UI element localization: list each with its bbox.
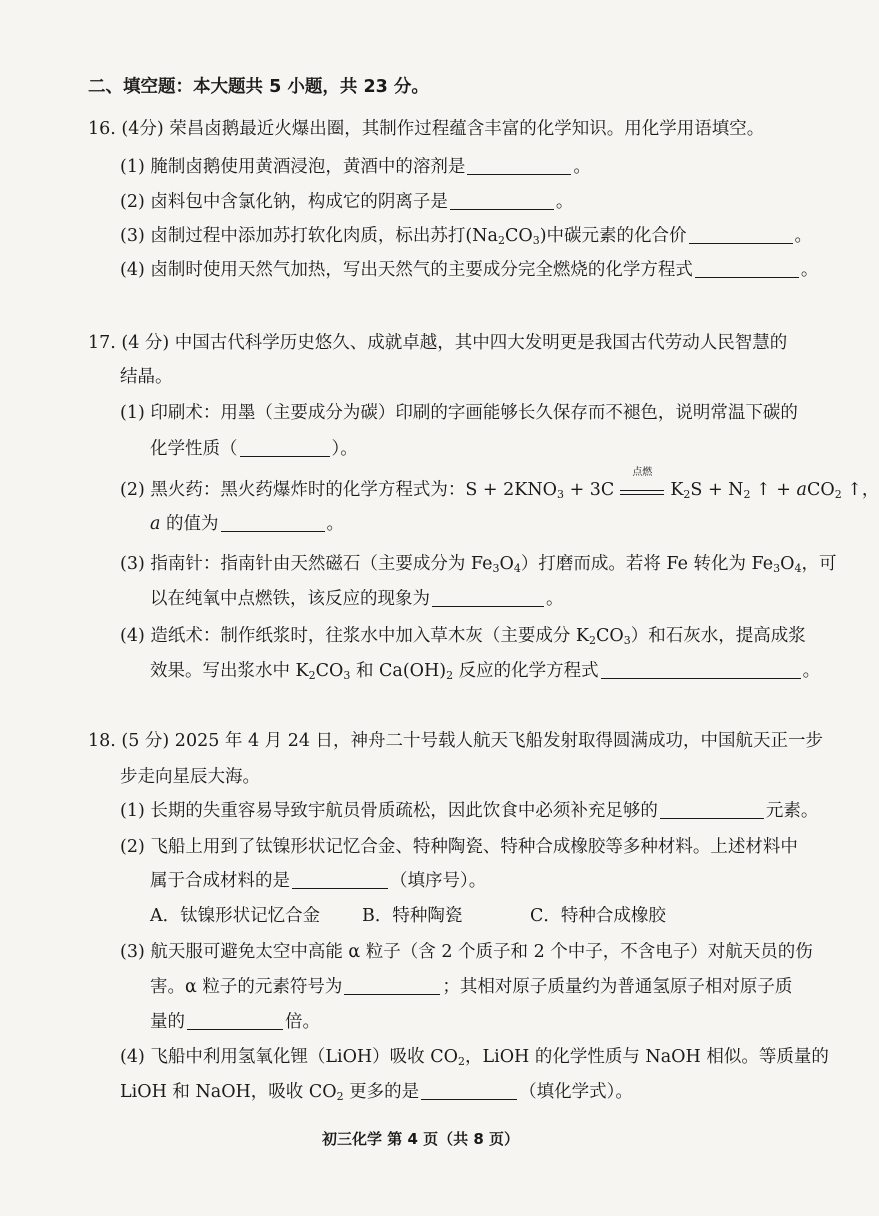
q17-part4-blank[interactable]: [601, 660, 801, 679]
q17-stem-line2: 结晶。: [120, 367, 173, 387]
q18-option-b[interactable]: B．特种陶瓷: [362, 906, 463, 926]
q16-part2-blank[interactable]: [450, 191, 554, 210]
q18-part3-blank1[interactable]: [344, 976, 440, 995]
q18-stem-line2: 步走向星辰大海。: [120, 767, 260, 787]
q16-part1: (1) 腌制卤鹅使用黄酒浸泡，黄酒中的溶剂是 。: [120, 157, 591, 177]
q17-part1-blank[interactable]: [240, 438, 330, 457]
page-footer: 初三化学 第 4 页（共 8 页）: [322, 1130, 519, 1148]
q18-part4-blank[interactable]: [421, 1081, 517, 1100]
q16-part4: (4) 卤制时使用天然气加热，写出天然气的主要成分完全燃烧的化学方程式 。: [120, 260, 819, 280]
q18-part2-line1: (2) 飞船上用到了钛镍形状记忆合金、特种陶瓷、特种合成橡胶等多种材料。上述材料中: [120, 837, 798, 857]
q16-part4-blank[interactable]: [695, 259, 799, 278]
q17-part3-blank[interactable]: [432, 588, 544, 607]
q16-part2: (2) 卤料包中含氯化钠，构成它的阴离子是 。: [120, 192, 574, 212]
q17-part3-line2: 以在纯氧中点燃铁，该反应的现象为 。: [150, 589, 564, 609]
q18-part3-blank2[interactable]: [187, 1011, 283, 1030]
q16-part1-blank[interactable]: [467, 156, 571, 175]
q18-part3-line1: (3) 航天服可避免太空中高能 α 粒子（含 2 个质子和 2 个中子，不含电子）对航天员的伤: [120, 942, 813, 962]
q17-part1-line2: 化学性质（ ）。: [150, 439, 358, 459]
reaction-condition: 点燃: [620, 480, 664, 495]
q18-part1-blank[interactable]: [660, 800, 764, 819]
q17-part4-line2: 效果。写出浆水中 $K_2CO_3$ 和 $Ca(OH)_2$ 反应的化学方程式 。: [150, 661, 821, 682]
q18-part2-blank[interactable]: [292, 870, 388, 889]
q18-part4-line1: (4) 飞船中利用氢氧化锂（LiOH）吸收 $CO_2$，LiOH 的化学性质与 NaOH 相似。等质量的: [120, 1047, 829, 1068]
section-title: 二、填空题：本大题共 5 小题，共 23 分。: [88, 77, 429, 97]
q18-part3-line3: 量的 倍。: [150, 1012, 320, 1032]
q17-part3-line1: (3) 指南针：指南针由天然磁石（主要成分为 $Fe_3O_4$）打磨而成。若将 Fe 转化为 $Fe_3O_4$，可: [120, 554, 837, 575]
q18-option-c[interactable]: C．特种合成橡胶: [530, 906, 666, 926]
q17-part2-blank[interactable]: [221, 513, 325, 532]
q16-part3-blank[interactable]: [689, 225, 793, 244]
q17-part2-line2: a 的值为 。: [150, 514, 345, 534]
q16-stem: 16. (4分) 荣昌卤鹅最近火爆出圈，其制作过程蕴含丰富的化学知识。用化学用语填空。: [88, 119, 765, 139]
q17-part4-line1: (4) 造纸术：制作纸浆时，往浆水中加入草木灰（主要成分 $K_2CO_3$）和石灰水，提高成浆: [120, 626, 806, 647]
q18-stem-line1: 18. (5 分) 2025 年 4 月 24 日，神舟二十号载人航天飞船发射取得圆满成功，中国航天正一步: [88, 731, 824, 751]
q17-part1-line1: (1) 印刷术：用墨（主要成分为碳）印刷的字画能够长久保存而不褪色，说明常温下碳的: [120, 403, 798, 423]
q16-part3: (3) 卤制过程中添加苏打软化肉质，标出苏打$(Na_2CO_3)$中碳元素的化合价 。: [120, 226, 813, 247]
q18-option-a[interactable]: A．钛镍形状记忆合金: [150, 906, 321, 926]
q17-part2-equation: (2) 黑火药：黑火药爆炸时的化学方程式为：$S + 2KNO_3 + 3C$ 点燃 $K_2S + N_2$ ↑ + aCO$_2$ ↑，: [120, 467, 879, 501]
q18-part2-line2: 属于合成材料的是 （填序号）。: [150, 871, 487, 891]
q18-part4-line2: LiOH 和 NaOH，吸收 $CO_2$ 更多的是 （填化学式）。: [120, 1082, 633, 1103]
q17-stem-line1: 17. (4 分) 中国古代科学历史悠久、成就卓越，其中四大发明更是我国古代劳动人民智慧的: [88, 333, 788, 353]
q18-part3-line2: 害。α 粒子的元素符号为 ；其相对原子质量约为普通氢原子相对原子质: [150, 977, 793, 997]
q18-part1: (1) 长期的失重容易导致宇航员骨质疏松，因此饮食中必须补充足够的 元素。: [120, 801, 819, 821]
